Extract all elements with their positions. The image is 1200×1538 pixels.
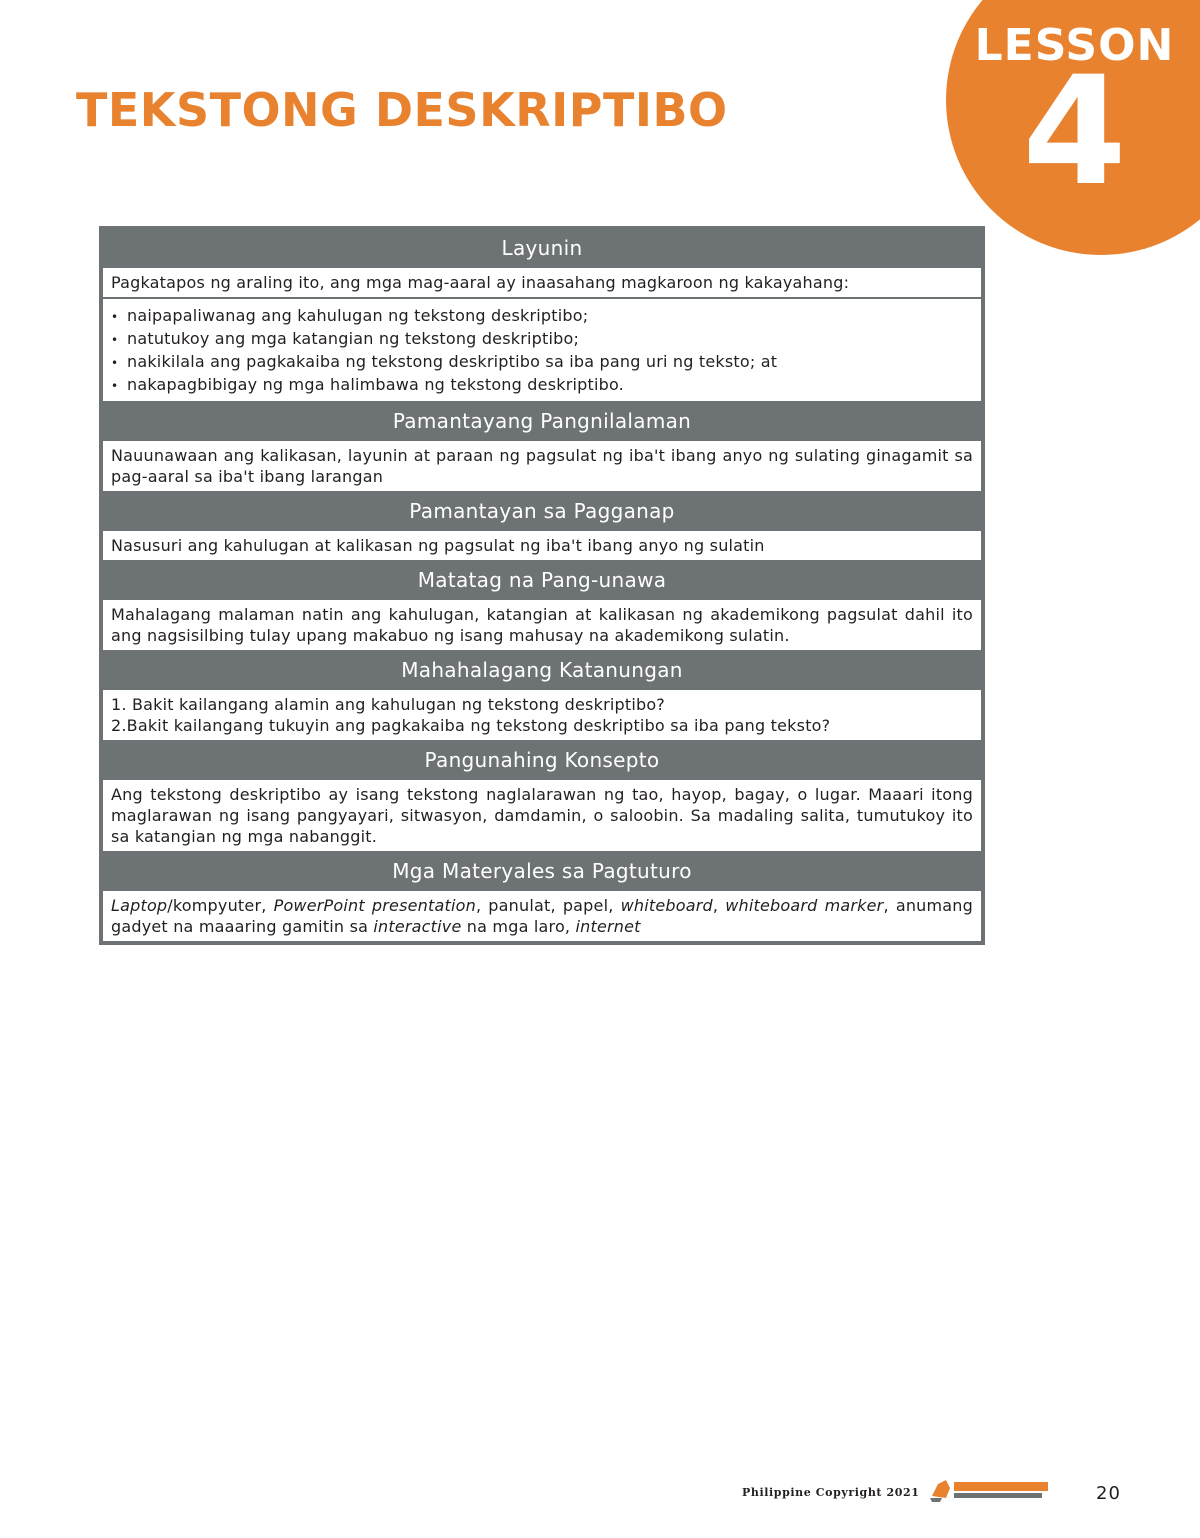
page-title: TEKSTONG DESKRIPTIBO: [76, 83, 728, 137]
pagganap-body: Nasusuri ang kahulugan at kalikasan ng pagsulat ng iba't ibang anyo ng sulatin: [103, 531, 981, 560]
pangunawa-body: Mahalagang malaman natin ang kahulugan, katangian at kalikasan ng akademikong pagsulat dahil ito ang nagsisilbing tulay upang makabuo ng isang mahusay na akademikong sulatin.: [103, 600, 981, 650]
lesson-label: LESSON: [974, 20, 1175, 71]
materyales-body: Laptop/kompyuter, PowerPoint presentation, panulat, papel, whiteboard, whiteboard marker, anumang gadyet na maaaring gamitin sa interactive na mga laro, internet: [103, 891, 981, 941]
layunin-intro: Pagkatapos ng araling ito, ang mga mag-aaral ay inaasahang magkaroon ng kakayahang:: [103, 268, 981, 297]
bullet-icon: •: [111, 379, 119, 393]
section-heading-pagganap: Pamantayan sa Pagganap: [409, 499, 675, 523]
list-item: • natutukoy ang mga katangian ng tekstong deskriptibo;: [111, 328, 973, 351]
list-item: • nakikilala ang pagkakaiba ng tekstong deskriptibo sa iba pang uri ng teksto; at: [111, 351, 973, 374]
list-item: 1. Bakit kailangang alamin ang kahulugan ng tekstong deskriptibo?: [111, 695, 665, 714]
page-number: 20: [1096, 1483, 1121, 1504]
bullet-icon: •: [111, 310, 119, 324]
bullet-icon: •: [111, 333, 119, 347]
section-heading-pangnilalaman: Pamantayang Pangnilalaman: [392, 409, 692, 433]
section-heading-layunin: Layunin: [501, 236, 583, 260]
list-item: • nakapagbibigay ng mga halimbawa ng tekstong deskriptibo.: [111, 374, 973, 397]
konsepto-body: Ang tekstong deskriptibo ay isang tekstong naglalarawan ng tao, hayop, bagay, o lugar. Maaari itong maglarawan ng isang pangyayari, sitwasyon, damdamin, o saloobin. Sa madaling salita, tumutukoy ito sa katangian ng mga nabanggit.: [103, 780, 981, 851]
bullet-icon: •: [111, 356, 119, 370]
section-heading-konsepto: Pangunahing Konsepto: [424, 748, 660, 772]
layunin-list: [103, 299, 981, 401]
copyright-notice: Philippine Copyright 2021: [742, 1486, 920, 1499]
katanungan-list: [103, 690, 981, 740]
lesson-plan-table: [99, 226, 985, 945]
list-item: 2.Bakit kailangang tukuyin ang pagkakaiba ng tekstong deskriptibo sa iba pang teksto?: [111, 716, 831, 735]
section-heading-pangunawa: Matatag na Pang-unawa: [417, 568, 667, 592]
section-heading-materyales: Mga Materyales sa Pagtuturo: [392, 859, 692, 883]
section-heading-katanungan: Mahahalagang Katanungan: [401, 658, 683, 682]
pangnilalaman-body: Nauunawaan ang kalikasan, layunin at paraan ng pagsulat ng iba't ibang anyo ng sulating ginagamit sa pag-aaral sa iba't ibang larangan: [103, 441, 981, 491]
publisher-logo: [928, 1474, 1052, 1504]
lesson-number: 4: [1022, 45, 1127, 219]
list-item: • naipapaliwanag ang kahulugan ng tekstong deskriptibo;: [111, 305, 973, 328]
